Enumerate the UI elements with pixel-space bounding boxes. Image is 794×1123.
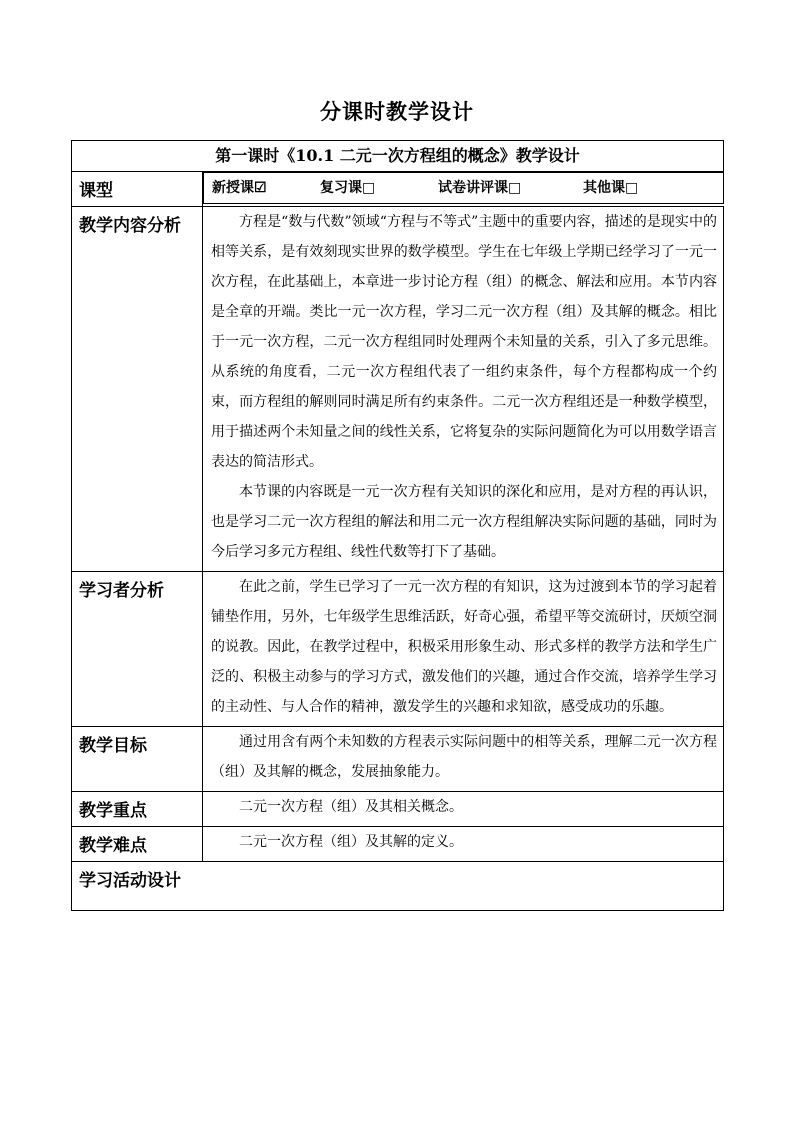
page-title: 分课时教学设计 [320,99,474,124]
learner-analysis-label: 学习者分析 [72,572,203,727]
content-analysis-row [72,207,724,572]
difficulty-text [203,827,724,862]
lesson-type-label: 课型 [72,172,203,207]
teaching-goal-paragraph: 通过用含有两个未知数的方程表示实际问题中的相等关系，理解二元一次方程（组）及其解的概念，发展抽象能力。 [211,734,718,780]
lesson-design-table [71,140,724,911]
teaching-goal-label: 教学目标 [72,727,203,792]
lesson-type-row [72,172,724,207]
learner-analysis-text [203,572,724,727]
difficulty-row [72,827,724,862]
type-option-new-lesson: 新授课☑ [212,180,267,196]
activity-design-row [72,862,724,911]
difficulty-label: 教学难点 [72,827,203,862]
teaching-goal-text [203,727,724,792]
lesson-type-options [203,172,724,204]
content-analysis-label: 教学内容分析 [72,207,203,572]
teaching-goal-row [72,727,724,792]
difficulty-paragraph: 二元一次方程（组）及其解的定义。 [239,834,463,850]
content-analysis-paragraph-1: 方程是“数与代数”领域“方程与不等式”主题中的重要内容，描述的是现实中的相等关系，是有效刻现实世界的数学模型。学生在七年级上学期已经学习了一元一次方程，在此基础上，本章进一步讨论方程（组）的概念、解法和应用。本节内容是全章的开端。类比一元一次方程，学习二元一次方程（组）及其解的概念。相比于一元一次方程，二元一次方程组同时处理两个未知量的关系，引入了多元思维。从系统的角度看，二元一次方程组代表了一组约束条件，每个方程都构成一个约束，而方程组的解则同时满足所有约束条件。二元一次方程组还是一种数学模型，用于描述两个未知量之间的线性关系，它将复杂的实际问题简化为可以用数学语言表达的简洁形式。 [211,214,718,470]
learner-analysis-paragraph: 在此之前，学生已学习了一元一次方程的有知识，这为过渡到本节的学习起着铺垫作用，另外，七年级学生思维活跃，好奇心强，希望平等交流研讨，厌烦空洞的说教。因此，在教学过程中，积极采用形象生动、形式多样的教学方法和学生广泛的、积极主动参与的学习方式，激发他们的兴趣，通过合作交流，培养学生学习的主动性、与人合作的精神，激发学生的兴趣和求知欲，感受成功的乐趣。 [211,579,718,715]
key-point-paragraph: 二元一次方程（组）及其相关概念。 [239,799,463,815]
type-option-review: 复习课□ [320,180,376,196]
content-analysis-text [203,207,724,572]
table-heading-row [72,141,724,172]
type-option-exam-review: 试卷讲评课□ [438,180,522,196]
activity-design-label: 学习活动设计 [72,862,724,911]
type-option-other: 其他课□ [583,180,639,196]
content-analysis-paragraph-2: 本节课的内容既是一元一次方程有关知识的深化和应用，是对方程的再认识，也是学习二元一次方程组的解法和用二元一次方程组解决实际问题的基础，同时为今后学习多元方程组、线性代数等打下了基础。 [211,484,718,560]
key-point-label: 教学重点 [72,792,203,827]
key-point-row [72,792,724,827]
key-point-text [203,792,724,827]
learner-analysis-row [72,572,724,727]
lesson-heading: 第一课时《10.1 二元一次方程组的概念》教学设计 [72,141,724,172]
